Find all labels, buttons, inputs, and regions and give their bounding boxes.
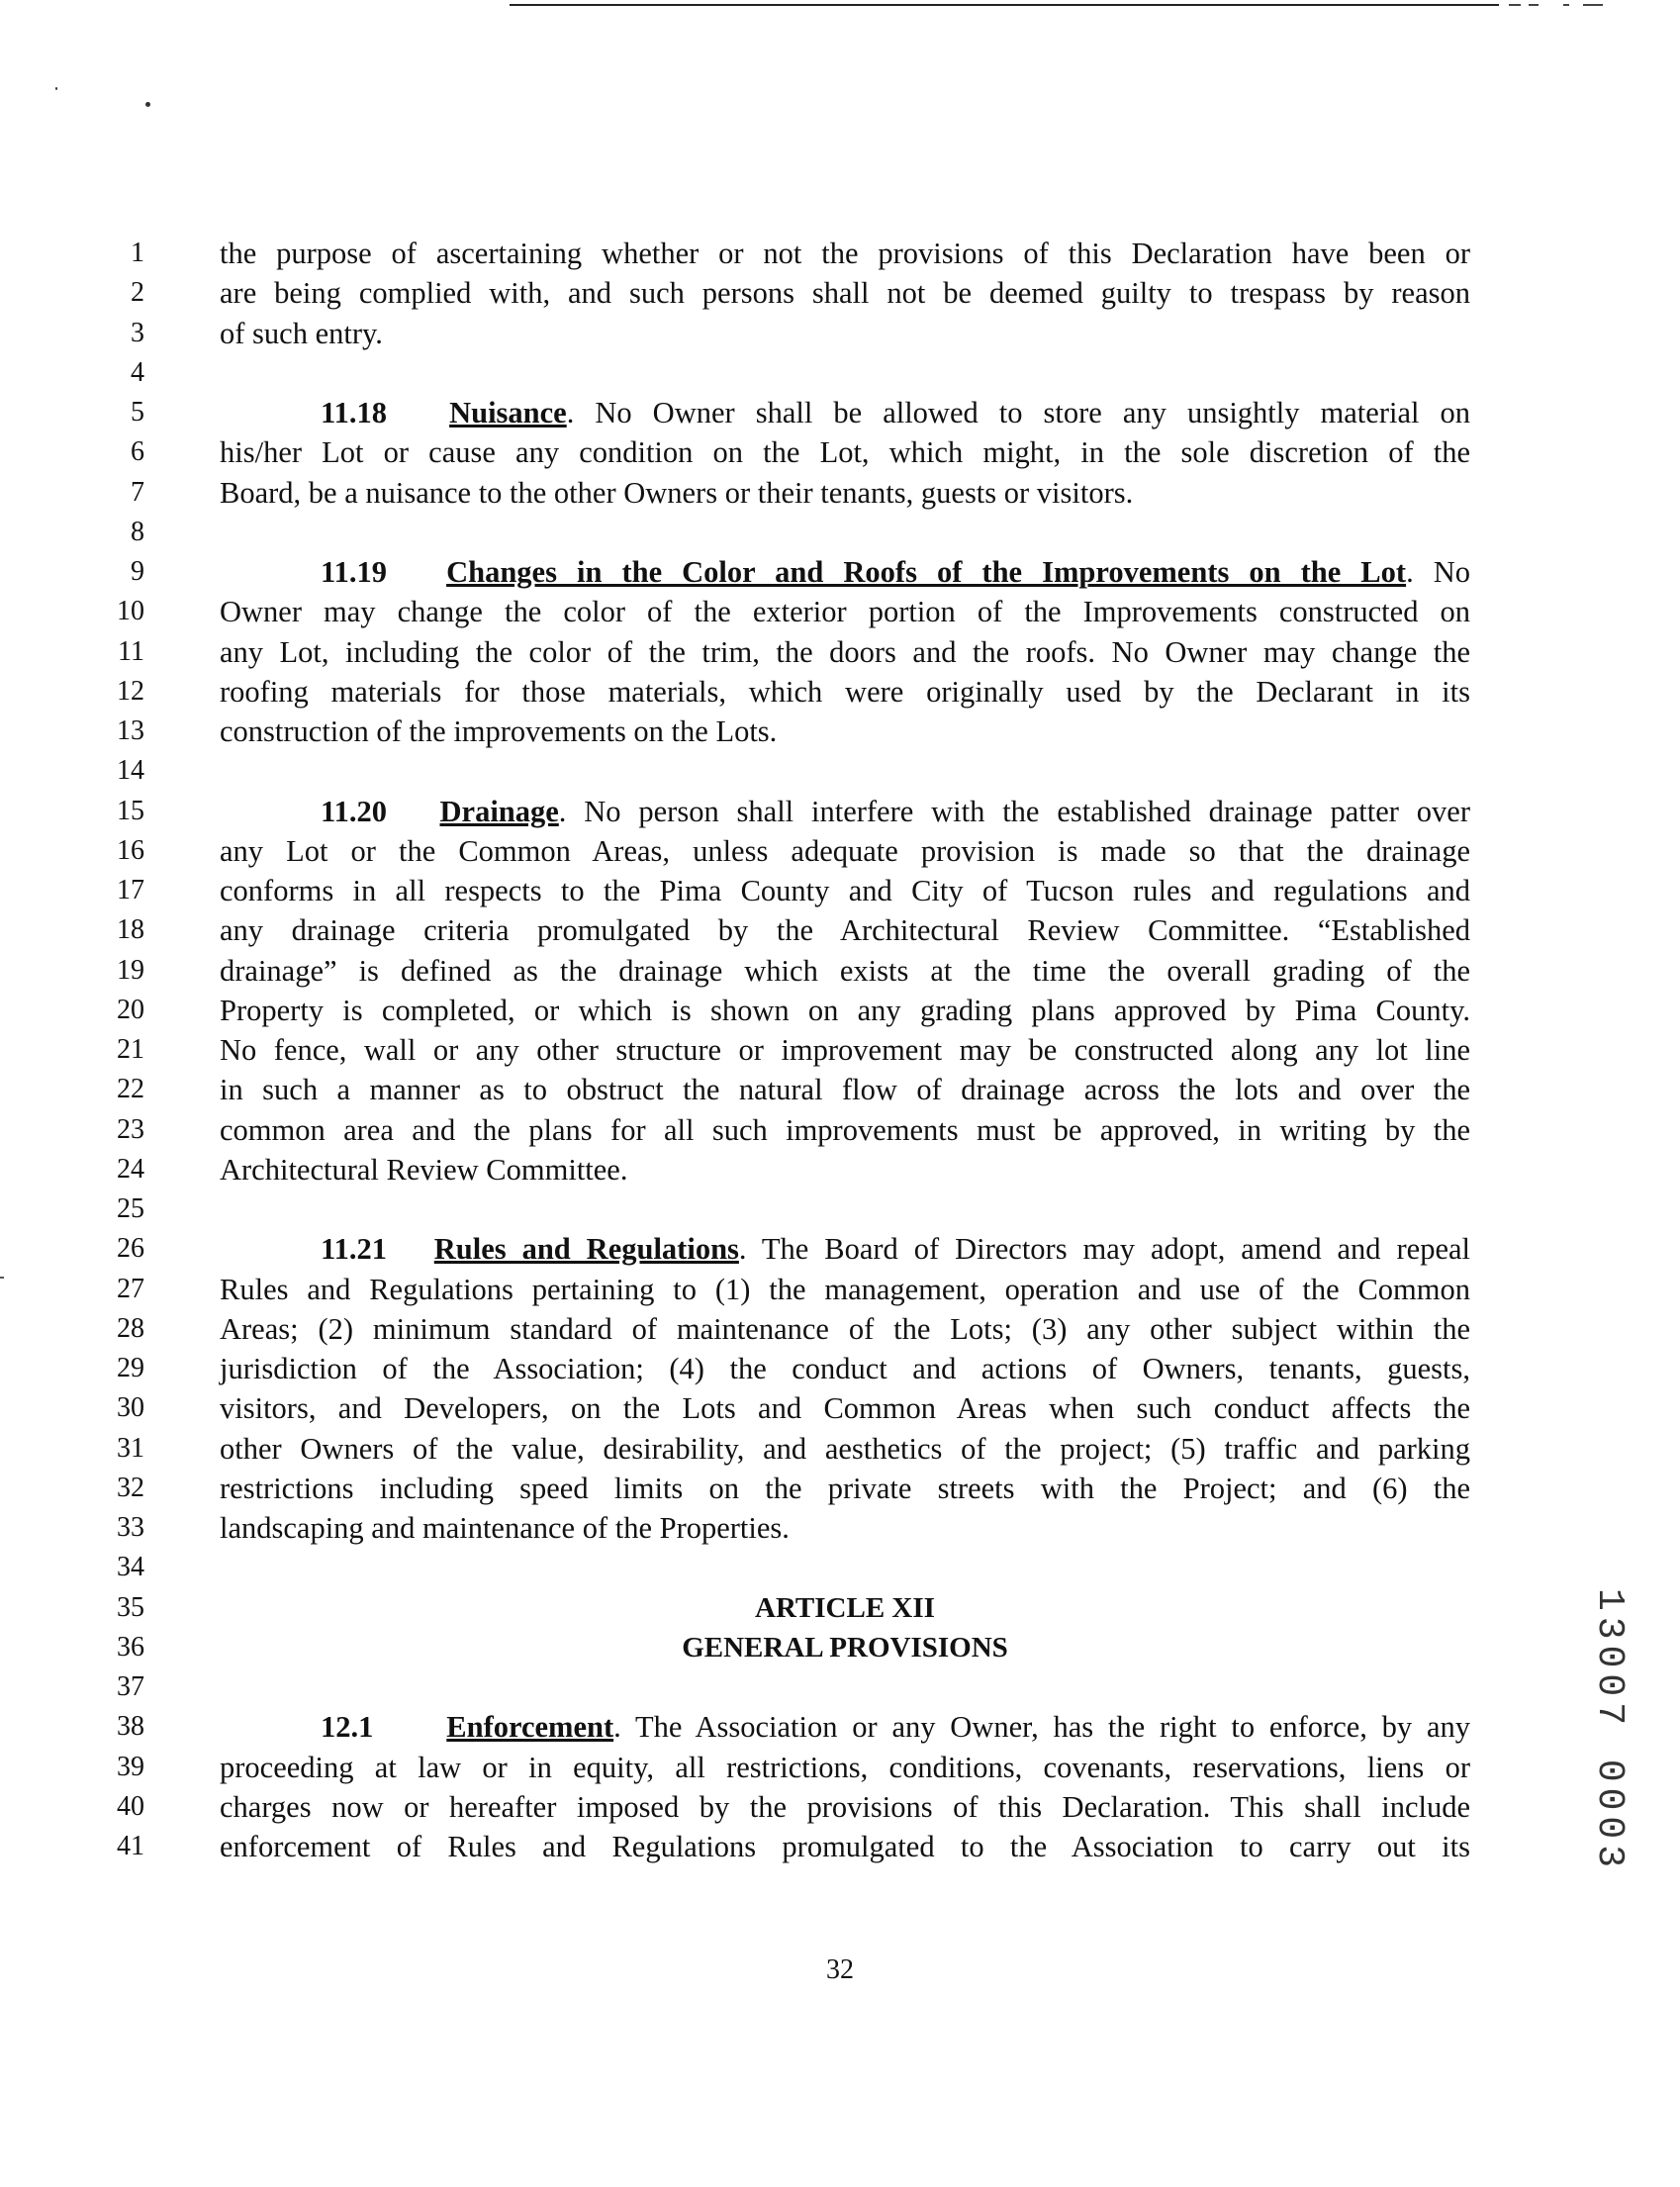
section-heading: Rules and Regulations [433,1232,739,1267]
line-number: 32 [117,1472,144,1503]
recording-stamp: 13007 0003 [1588,1588,1631,1874]
blank-line [220,513,1470,552]
text-span: . The Association or any Owner, has the right to enforce, by any [613,1710,1470,1745]
line-number: 22 [117,1074,144,1105]
line-number: 15 [117,795,144,826]
section-11-19-first-line [220,552,1470,592]
text-line: charges now or hereafter imposed by the provisions of this Declaration. This shall include [220,1789,1470,1824]
document-body [220,234,1470,1866]
line-number: 10 [117,596,144,627]
line-number: 13 [117,715,144,746]
line-number: 19 [117,954,144,986]
blank-line [220,751,1470,791]
scan-speck [145,102,150,107]
line-number: 34 [117,1552,144,1583]
line-number: 21 [117,1034,144,1065]
line-number: 2 [131,277,144,309]
text-line: Rules and Regulations pertaining to (1) the management, operation and use of the Common [220,1272,1470,1306]
line-number: 14 [117,755,144,787]
page-number: 32 [826,1954,854,1985]
text-line: landscaping and maintenance of the Properties. [220,1511,790,1545]
line-number: 3 [131,317,144,348]
text-line: the purpose of ascertaining whether or not the provisions of this Declaration have been or [220,237,1470,270]
text-line: roofing materials for those materials, which were originally used by the Declarant in its [220,674,1470,709]
line-number: 26 [117,1233,144,1265]
section-heading: Enforcement [446,1710,614,1745]
section-11-20-first-line [220,792,1470,831]
text-line: are being complied with, and such persons shall not be deemed guilty to trespass by reason [220,276,1470,311]
text-line: jurisdiction of the Association; (4) the conduct and actions of Owners, tenants, guests, [220,1352,1470,1385]
text-line: conforms in all respects to the Pima County and City of Tucson rules and regulations and [220,874,1470,907]
line-number: 35 [117,1591,144,1623]
line-number: 29 [117,1353,144,1383]
article-title: ARTICLE XII [755,1591,935,1624]
section-heading: Changes in the Color and Roofs of the Improvements on the Lot [446,555,1407,589]
line-number: 40 [117,1790,144,1822]
section-number: 12.1 [321,1710,374,1745]
section-heading: Drainage [439,794,559,828]
line-number: 38 [117,1711,144,1743]
line-number: 9 [131,556,144,587]
line-number: 23 [117,1113,144,1145]
line-number: 36 [117,1631,144,1663]
text-line: restrictions including speed limits on the private streets with the Project; and (6) the [220,1471,1470,1505]
text-line: construction of the improvements on the Lots. [220,714,778,748]
section-11-18-first-line [220,393,1470,432]
text-span: . No [1406,555,1471,589]
line-number: 28 [117,1312,144,1344]
section-heading: Nuisance [449,396,567,429]
blank-line [220,1189,1470,1229]
top-border-dash [1583,4,1603,6]
text-line: his/her Lot or cause any condition on the Lot, which might, in the sole discretion of the [220,435,1470,470]
line-number: 8 [131,516,144,547]
line-number: 12 [117,675,144,707]
text-line: any Lot, including the color of the trim, the doors and the roofs. No Owner may change the [220,634,1470,669]
top-border-dash [1563,4,1569,6]
text-line: of such entry. [220,316,383,350]
line-number: 30 [117,1392,144,1424]
top-border-dash [1509,4,1521,6]
line-number: 5 [131,397,144,428]
line-number: 37 [117,1671,144,1702]
section-number: 11.19 [321,555,387,589]
text-line: Owner may change the color of the exterior portion of the Improvements constructed on [220,595,1470,629]
line-number: 39 [117,1751,144,1782]
section-11-21-first-line [220,1229,1470,1269]
scan-margin-tick [0,1277,4,1279]
text-span: . The Board of Directors may adopt, amend and repeal [738,1232,1470,1267]
text-line: No fence, wall or any other structure or improvement may be constructed along any lot line [220,1033,1470,1067]
line-number: 1 [131,238,144,268]
text-line: enforcement of Rules and Regulations promulgated to the Association to carry out its [220,1830,1470,1863]
line-number: 24 [117,1153,144,1185]
line-number: 6 [131,436,144,468]
text-line: Architectural Review Committee. [220,1152,628,1187]
section-12-1-first-line [220,1707,1470,1747]
line-number-column [117,234,144,1866]
blank-line [220,353,1470,393]
blank-line [220,1667,1470,1707]
article-subtitle: GENERAL PROVISIONS [682,1631,1008,1664]
line-number: 17 [117,875,144,905]
blank-line [220,1548,1470,1587]
line-number: 18 [117,914,144,946]
line-number: 16 [117,834,144,866]
line-number: 41 [117,1831,144,1861]
top-border-dash [1529,4,1539,6]
text-line: Board, be a nuisance to the other Owners or their tenants, guests or visitors. [220,475,1134,510]
line-number: 25 [117,1193,144,1224]
line-number: 4 [131,356,144,388]
section-number: 11.21 [321,1232,387,1267]
text-line: Property is completed, or which is shown on any grading plans approved by Pima County. [220,993,1470,1027]
line-number: 11 [118,635,144,667]
text-line: in such a manner as to obstruct the natural flow of drainage across the lots and over the [220,1073,1470,1107]
line-number: 33 [117,1512,144,1543]
text-span: . No person shall interfere with the established drainage patter over [558,794,1470,828]
text-line: common area and the plans for all such improvements must be approved, in writing by the [220,1112,1470,1147]
text-line: visitors, and Developers, on the Lots and Common Areas when such conduct affects the [220,1391,1470,1426]
line-number: 31 [117,1432,144,1464]
text-line: Areas; (2) minimum standard of maintenance of the Lots; (3) any other subject within the [220,1311,1470,1346]
top-border-line [510,4,1499,6]
line-number: 27 [117,1273,144,1304]
section-number: 11.18 [321,396,387,429]
line-number: 7 [131,476,144,508]
section-number: 11.20 [321,794,387,828]
text-line: proceeding at law or in equity, all restrictions, conditions, covenants, reservations, liens or [220,1750,1470,1784]
text-line: other Owners of the value, desirability, and aesthetics of the project; (5) traffic and parking [220,1431,1470,1466]
scan-speck [55,87,57,90]
text-line: any Lot or the Common Areas, unless adequate provision is made so that the drainage [220,833,1470,868]
text-line: any drainage criteria promulgated by the Architectural Review Committee. “Established [220,913,1470,948]
text-span: . No Owner shall be allowed to store any unsightly material on [566,396,1470,429]
line-number: 20 [117,994,144,1025]
text-line: drainage” is defined as the drainage which exists at the time the overall grading of the [220,953,1470,988]
